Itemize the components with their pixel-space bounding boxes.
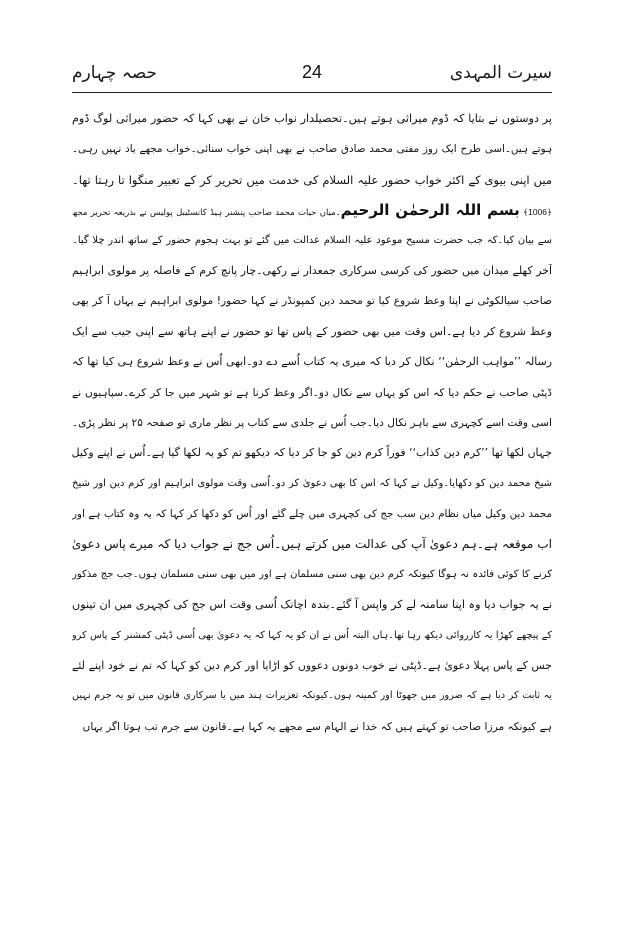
- text-line: رسالہ ’’مواہب الرحمٰن‘‘ نکال کر دیا کہ میری یہ کتاب اُسے دے دو۔ابھی اُس نے وعظ شروع ہی کیا تھا کہ: [72, 355, 552, 369]
- text-line: پر دوستوں نے بتایا کہ ڈوم میراثی ہوتے ہیں۔تحصیلدار نواب خان نے بھی کہا کہ حضور میراثی لوگ ڈوم: [72, 112, 552, 125]
- narration-number: ﴿1006﴾: [523, 207, 552, 218]
- text-line: نے یہ جواب دیا وہ اپنا سامنہ لے کر واپس آ گئے۔بندہ اچانک اُسی وقت اس جج کی کچہری میں ان تینوں: [72, 598, 552, 612]
- narration-line: [72, 195, 552, 225]
- text-line: کے پیچھے کھڑا یہ کارروائی دیکھ رہا تھا۔ہاں البتہ اُس نے ان کو یہ کہا کہ یہ دعویٰ بھی اُسی ڈپٹی کمشنر کے پاس کرو: [72, 629, 552, 641]
- text-line: وعظ شروع کر دیا ہے۔اس وقت میں بھی حضور کے پاس تھا تو حضور نے اپنے ہاتھ سے اپنی جیب سے ایک: [72, 324, 552, 338]
- text-line: سے بیان کیا۔کہ جب حضرت مسیح موعود علیہ السلام عدالت میں گئے تو بہت ہجوم حضور کے ساتھ اندر چلا گیا۔: [72, 234, 552, 246]
- page-number: 24: [301, 62, 323, 82]
- text-line: اسی وقت اسے کچہری سے باہر نکال دیا۔جب اُس نے جلدی سے کتاب پر نظر ماری تو صفحہ ۲۵ پر نظر پڑی۔: [72, 416, 552, 429]
- part-label: حصہ چہارم: [72, 63, 157, 83]
- text-line: اب موقعہ ہے۔ہم دعویٰ آپ کی عدالت میں کرتے ہیں۔اُس جج نے جواب دیا کہ میرے پاس دعویٰ: [72, 537, 552, 552]
- page-body: [72, 104, 552, 742]
- header-rule: [72, 92, 552, 93]
- text-line: ڈپٹی صاحب نے حکم دیا کہ اس کو یہاں سے نکال دو۔اگر وعظ کرنا ہے تو شہر میں جا کر کرے۔سپاہیوں نے: [72, 386, 552, 399]
- text-line: یہ ثابت کر دیا ہے کہ ضرور میں جھوٹا اور کمینہ ہوں۔کیونکہ تعزیرات ہند میں یا سرکاری قانون میں تو یہ جرم نہیں: [72, 690, 552, 702]
- text-line: محمد دین وکیل میاں نظام دین سب جج کی کچہری میں چلے گئے اور اُس کو دکھا کر کہا کہ یہ وہ کتاب ہے اور: [72, 508, 552, 521]
- text-line: شیخ محمد دین کو دکھایا۔وکیل نے کہا کہ اس کا بھی دعویٰ کر دو۔اُسی وقت مولوی ابراہیم اور کرم دین اور شیخ: [72, 477, 552, 489]
- book-title: سیرت المہدی: [449, 63, 552, 83]
- text-line: ہے کیونکہ مرزا صاحب تو کہتے ہیں کہ خدا نے الہام سے مجھے یہ کہا ہے۔قانون سے جرم تب ہوتا اگر یہاں: [82, 720, 552, 733]
- text-line: آخر کھلے میدان میں حضور کی کرسی سرکاری جمعدار نے رکھی۔چار پانچ کرم کے فاصلہ پر مولوی ابراہیم: [72, 263, 552, 277]
- text-line: صاحب سیالکوٹی نے اپنا وعظ شروع کیا تو محمد دین کمپونڈر نے کہا حضور! مولوی ابراہیم نے یہاں آ کر بھی: [72, 295, 552, 308]
- text-line: میں اپنی بیوی کے اکثر خواب حضور علیہ السلام کی خدمت میں تحریر کر کے تعبیر منگوا تا رہتا تھا۔: [72, 172, 552, 187]
- text-line: ہوتے ہیں۔اسی طرح ایک روز مفتی محمد صادق صاحب نے بھی اپنی خواب سنائی۔خواب مجھے یاد نہیں رہی۔: [72, 143, 552, 156]
- text-line: جہاں لکھا تھا ’’کرم دین کذاب‘‘ فوراً کرم دین کو جا کر دیا کہ دیکھو تم کو یہ لکھا گیا ہے۔اُس نے اپنے وکیل: [72, 446, 552, 460]
- text-line: کرنے کا کوئی فائدہ نہ ہوگا کیونکہ کرم دین بھی سنی مسلمان ہے اور میں بھی سنی مسلمان ہوں۔جب جج مذکور: [72, 568, 552, 580]
- page-header: [72, 62, 552, 88]
- bismillah: بسم اللہ الرحمٰن الرحیم: [340, 201, 520, 220]
- text-line: جس کے پاس پہلا دعویٰ ہے۔ڈپٹی نے خوب دونوں دعووں کو اڑایا اور کرم دین کو کہا کہ تم نے خود اپنے لئے: [72, 659, 552, 673]
- text-line: ۔میاں حیات محمد صاحب پنشنر ہیڈ کانسٹیبل پولیس نے بذریعہ تحریر مجھ: [72, 208, 341, 219]
